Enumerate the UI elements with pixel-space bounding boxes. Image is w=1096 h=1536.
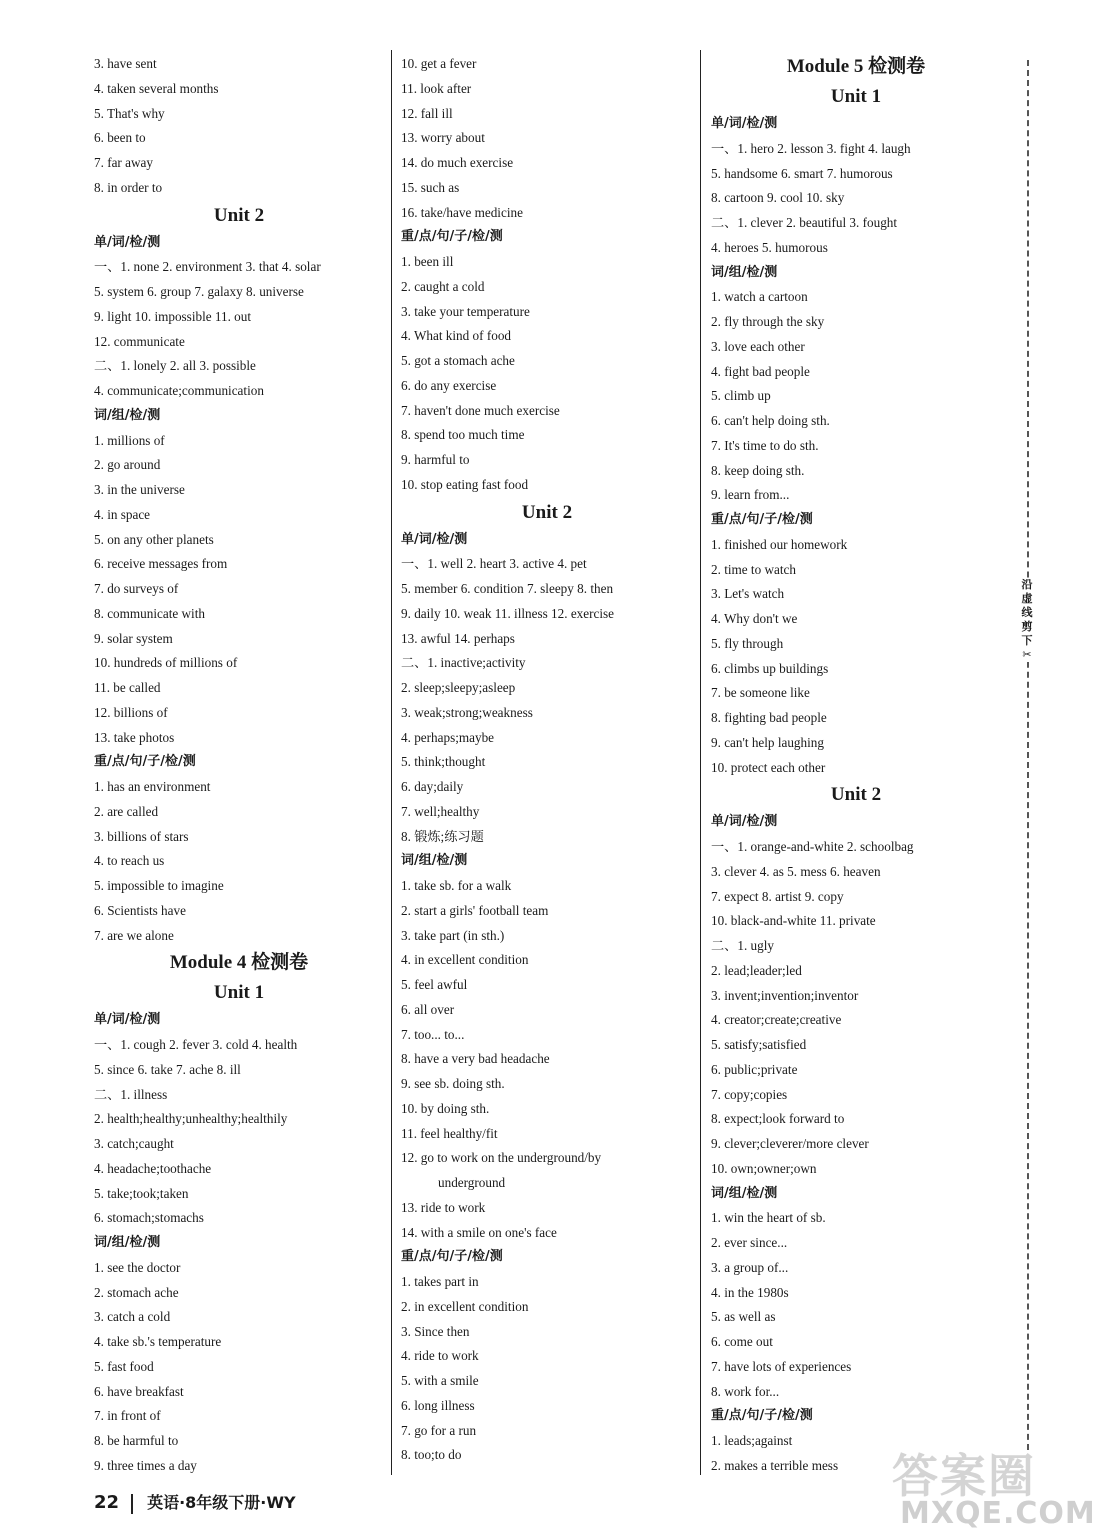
answer-item: 4. in space: [94, 506, 151, 522]
answer-item: 5. feel awful: [401, 977, 468, 992]
section-heading: 词/组/检/测: [711, 264, 778, 280]
answer-item: 2. stomach ache: [94, 1284, 179, 1300]
answer-item: 13. worry about: [401, 130, 485, 146]
watermark-line-2: MXQE.COM: [900, 1496, 1096, 1531]
answer-item: 6. stomach;stomachs: [94, 1210, 204, 1226]
section-heading: 词/组/检/测: [94, 407, 161, 423]
section-heading: 单/词/检/测: [94, 234, 161, 250]
answer-item: 4. in excellent condition: [401, 952, 529, 968]
answer-item: 7. are we alone: [94, 927, 174, 943]
answer-item: 11. be called: [94, 680, 161, 695]
answer-item: 2. fly through the sky: [711, 314, 825, 329]
answer-item: 5. think;thought: [401, 754, 486, 770]
answer-item: 一、1. orange-and-white 2. schoolbag: [711, 839, 914, 854]
answer-item: 1. watch a cartoon: [711, 289, 808, 305]
answer-item: 9. daily 10. weak 11. illness 12. exercise: [401, 605, 615, 621]
answer-item: 8. in order to: [94, 179, 163, 195]
answer-item: 10. stop eating fast food: [401, 476, 529, 492]
answer-item: 6. have breakfast: [94, 1383, 184, 1399]
module-heading: Module 4 检测卷: [169, 952, 309, 974]
section-heading: 单/词/检/测: [401, 531, 468, 547]
answer-item: 5. as well as: [711, 1309, 776, 1325]
answer-item: 12. billions of: [94, 704, 168, 720]
answer-item: 一、1. hero 2. lesson 3. fight 4. laugh: [711, 140, 911, 156]
answer-item: 二、1. inactive;activity: [401, 655, 526, 671]
answer-item: 5. climb up: [711, 388, 771, 404]
answer-item: 10. by doing sth.: [401, 1100, 490, 1116]
answer-item: 10. black-and-white 11. private: [711, 913, 876, 929]
answer-item: 1. has an environment: [94, 779, 211, 794]
answer-item: 8. communicate with: [94, 605, 205, 621]
answer-item: 9. learn from...: [711, 487, 790, 503]
answer-item: 4. in the 1980s: [711, 1284, 789, 1300]
section-heading: 词/组/检/测: [401, 853, 468, 869]
answer-item: 7. It's time to do sth.: [711, 437, 819, 453]
answer-item: 3. weak;strong;weakness: [401, 704, 533, 720]
answer-item: 二、1. ugly: [711, 938, 775, 953]
answer-item: 一、1. cough 2. fever 3. cold 4. health: [94, 1037, 298, 1052]
answer-item: 6. can't help doing sth.: [711, 413, 830, 428]
answer-item: 2. lead;leader;led: [711, 962, 802, 978]
answer-item: 6. day;daily: [401, 779, 464, 794]
answer-item: 2. go around: [94, 457, 161, 473]
answer-item: 5. on any other planets: [94, 531, 214, 547]
answer-item: 5. with a smile: [401, 1373, 479, 1388]
answer-item: 7. haven't done much exercise: [401, 402, 560, 418]
answer-item: 7. be someone like: [711, 685, 810, 701]
answer-item: 9. light 10. impossible 11. out: [94, 308, 252, 324]
answer-item: 14. do much exercise: [401, 155, 514, 170]
answer-item: 4. perhaps;maybe: [401, 729, 495, 745]
answer-item: 14. with a smile on one's face: [401, 1224, 557, 1240]
answer-item: 5. got a stomach ache: [401, 353, 515, 368]
answer-item: 1. millions of: [94, 432, 165, 448]
answer-item: 8. be harmful to: [94, 1433, 179, 1448]
answer-item: 9. three times a day: [94, 1457, 197, 1473]
answer-item: 7. well;healthy: [401, 803, 480, 819]
answer-item: 9. see sb. doing sth.: [401, 1076, 505, 1091]
module-heading: Module 5 检测卷: [786, 56, 926, 77]
answer-item: 2. start a girls' football team: [401, 902, 549, 918]
answer-item: 1. finished our homework: [711, 536, 848, 552]
answer-item: 5. That's why: [94, 105, 165, 121]
answer-text-continued: underground: [438, 1175, 506, 1190]
answer-item: 8. too;to do: [401, 1447, 462, 1463]
answer-item: 4. heroes 5. humorous: [711, 239, 828, 255]
answer-item: 二、1. lonely 2. all 3. possible: [94, 358, 256, 374]
watermark-line-1: 答案圈: [892, 1449, 1036, 1503]
unit-heading: Unit 2: [830, 784, 882, 806]
answer-item: 2. ever since...: [711, 1235, 788, 1250]
answer-item: 1. takes part in: [401, 1274, 479, 1289]
answer-item: 11. look after: [401, 80, 472, 96]
page-number: 22: [94, 1492, 120, 1513]
answer-item: 3. take your temperature: [401, 303, 530, 319]
answer-item: 6. public;private: [711, 1061, 798, 1077]
answer-item: 7. too... to...: [401, 1026, 465, 1042]
answer-item: 7. expect 8. artist 9. copy: [711, 888, 844, 904]
answer-item: 2. are called: [94, 803, 159, 819]
answer-item: 5. impossible to imagine: [94, 878, 224, 893]
section-heading: 重/点/句/子/检/测: [401, 229, 503, 245]
answer-item: 一、1. well 2. heart 3. active 4. pet: [401, 556, 587, 572]
answer-item: 8. cartoon 9. cool 10. sky: [711, 190, 845, 206]
section-heading: 单/词/检/测: [711, 116, 778, 131]
answer-item: 13. awful 14. perhaps: [401, 630, 515, 646]
scissors-icon: ✂: [1022, 648, 1032, 661]
answer-item: 13. take photos: [94, 729, 175, 745]
answer-item: 二、1. clever 2. beautiful 3. fought: [711, 215, 898, 230]
section-heading: 词/组/检/测: [94, 1235, 161, 1250]
answer-item: 1. leads;against: [711, 1433, 793, 1448]
answer-item: 4. fight bad people: [711, 363, 810, 379]
answer-item: 12. fall ill: [401, 105, 453, 121]
answer-item: 1. been ill: [401, 254, 454, 269]
answer-item: 3. Let's watch: [711, 586, 785, 602]
answer-item: 3. clever 4. as 5. mess 6. heaven: [711, 863, 881, 879]
answer-item: 7. go for a run: [401, 1422, 477, 1438]
cut-dashed-line: [1027, 60, 1029, 1470]
answer-item: 7. in front of: [94, 1408, 161, 1424]
answer-item: 4. communicate;communication: [94, 383, 264, 398]
answer-item: 1. take sb. for a walk: [401, 878, 512, 893]
answer-item: 16. take/have medicine: [401, 204, 523, 220]
section-heading: 重/点/句/子/检/测: [401, 1249, 503, 1265]
answer-item: 4. headache;toothache: [94, 1160, 212, 1176]
answer-item: 3. billions of stars: [94, 828, 189, 844]
answer-item: 6. been to: [94, 130, 146, 146]
answer-item: 6. come out: [711, 1334, 773, 1349]
answer-item: [401, 1146, 693, 1196]
answer-text: 12. go to work on the underground/by: [401, 1150, 602, 1166]
answer-item: 2. sleep;sleepy;asleep: [401, 680, 516, 695]
answer-item: 3. have sent: [94, 56, 157, 71]
answer-item: 4. What kind of food: [401, 328, 512, 344]
answer-item: 2. makes a terrible mess: [711, 1457, 839, 1473]
section-heading: 重/点/句/子/检/测: [94, 754, 196, 770]
answer-item: 6. all over: [401, 1001, 455, 1017]
unit-heading: Unit 2: [521, 501, 573, 523]
answer-item: 12. communicate: [94, 333, 185, 349]
answer-item: 3. take part (in sth.): [401, 927, 505, 943]
answer-item: 8. have a very bad headache: [401, 1051, 550, 1067]
answer-item: 4. creator;create;creative: [711, 1012, 842, 1028]
answer-item: 5. member 6. condition 7. sleepy 8. then: [401, 581, 614, 596]
answer-item: 4. Why don't we: [711, 611, 798, 626]
cut-label-text: 沿 虚 线 剪 下: [1021, 578, 1033, 647]
answer-item: 8. 锻炼;练习题: [401, 828, 484, 844]
answer-item: 2. in excellent condition: [401, 1298, 529, 1314]
answer-item: 3. invent;invention;inventor: [711, 987, 859, 1003]
unit-heading: Unit 2: [213, 204, 265, 226]
answer-item: 5. since 6. take 7. ache 8. ill: [94, 1061, 241, 1077]
answer-item: 6. climbs up buildings: [711, 660, 829, 676]
answer-item: 7. copy;copies: [711, 1086, 788, 1102]
answer-item: 5. fly through: [711, 635, 784, 651]
book-title: 英语·8年级下册·WY: [147, 1493, 296, 1512]
answer-item: 6. receive messages from: [94, 556, 228, 572]
section-heading: 词/组/检/测: [711, 1185, 778, 1201]
answer-item: 15. such as: [401, 179, 460, 195]
answer-item: 7. do surveys of: [94, 581, 179, 596]
answer-item: 一、1. none 2. environment 3. that 4. solar: [94, 259, 321, 275]
section-heading: 单/词/检/测: [94, 1012, 161, 1028]
answer-item: 5. fast food: [94, 1358, 154, 1374]
answer-item: 2. health;healthy;unhealthy;healthily: [94, 1111, 288, 1127]
answer-item: 9. clever;cleverer/more clever: [711, 1136, 869, 1151]
answer-item: 3. Since then: [401, 1323, 470, 1339]
column-divider-2: [700, 50, 701, 1475]
answer-item: 7. have lots of experiences: [711, 1358, 852, 1374]
answer-item: 二、1. illness: [94, 1086, 168, 1102]
cut-along-line-label: [1017, 578, 1037, 662]
answer-item: 5. take;took;taken: [94, 1185, 189, 1201]
section-heading: 重/点/句/子/检/测: [711, 512, 813, 527]
column-divider-1: [391, 50, 392, 1475]
answer-item: 3. catch a cold: [94, 1309, 171, 1325]
answer-item: 6. Scientists have: [94, 902, 186, 918]
answer-item: 4. take sb.'s temperature: [94, 1334, 222, 1349]
answer-column-1: [94, 52, 384, 1479]
section-heading: 重/点/句/子/检/测: [711, 1408, 813, 1424]
answer-item: 8. work for...: [711, 1383, 780, 1399]
answer-item: 13. ride to work: [401, 1199, 486, 1215]
answer-column-3: [711, 52, 1001, 1479]
answer-item: 2. caught a cold: [401, 278, 485, 294]
answer-item: 6. do any exercise: [401, 377, 497, 393]
answer-item: 8. spend too much time: [401, 427, 525, 443]
answer-item: 9. can't help laughing: [711, 734, 824, 750]
answer-item: 10. protect each other: [711, 759, 826, 775]
answer-item: 3. in the universe: [94, 482, 185, 497]
answer-item: 8. keep doing sth.: [711, 462, 805, 478]
answer-item: 4. ride to work: [401, 1348, 479, 1364]
answer-item: 8. expect;look forward to: [711, 1111, 845, 1127]
answer-item: 5. satisfy;satisfied: [711, 1037, 807, 1052]
answer-item: 1. see the doctor: [94, 1259, 181, 1275]
answer-item: 9. harmful to: [401, 452, 470, 467]
answer-column-2: [401, 52, 693, 1468]
answer-item: 3. a group of...: [711, 1259, 789, 1275]
answer-item: 8. fighting bad people: [711, 710, 827, 725]
unit-heading: Unit 1: [830, 86, 882, 107]
page-footer: [94, 1488, 296, 1518]
answer-item: 5. system 6. group 7. galaxy 8. universe: [94, 284, 304, 299]
answer-item: 10. hundreds of millions of: [94, 655, 238, 671]
answer-item: 9. solar system: [94, 630, 173, 646]
answer-item: 3. catch;caught: [94, 1136, 174, 1151]
answer-item: 2. time to watch: [711, 561, 796, 577]
answer-item: 5. handsome 6. smart 7. humorous: [711, 165, 893, 181]
answer-item: 4. taken several months: [94, 80, 219, 96]
unit-heading: Unit 1: [213, 982, 265, 1004]
answer-item: 4. to reach us: [94, 853, 165, 869]
answer-item: 10. own;owner;own: [711, 1160, 817, 1176]
answer-item: 10. get a fever: [401, 56, 477, 71]
answer-item: 1. win the heart of sb.: [711, 1210, 826, 1226]
section-heading: 单/词/检/测: [711, 814, 778, 830]
answer-item: 11. feel healthy/fit: [401, 1125, 498, 1141]
answer-item: 6. long illness: [401, 1397, 475, 1413]
answer-item: 7. far away: [94, 155, 153, 170]
answer-item: 3. love each other: [711, 338, 805, 354]
footer-separator: [131, 1494, 133, 1514]
